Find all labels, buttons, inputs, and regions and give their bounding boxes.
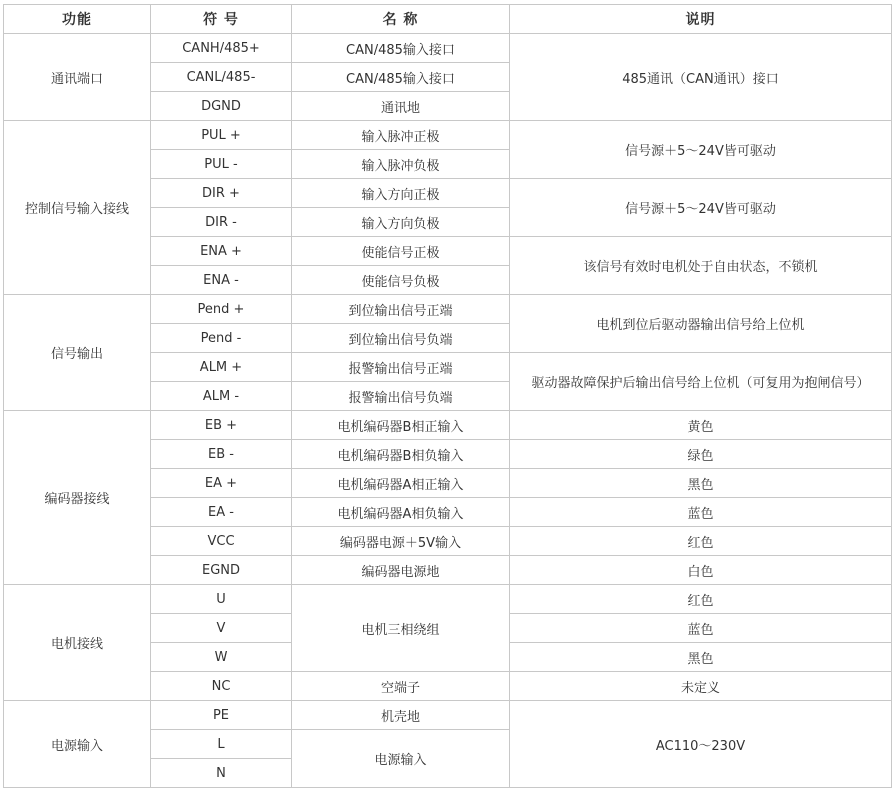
symbol-cell: NC [151,672,292,701]
name-cell: 机壳地 [292,701,510,730]
table-row [4,34,892,63]
symbol-cell: VCC [151,527,292,556]
symbol-cell: Pend + [151,295,292,324]
name-cell: 输入脉冲正极 [292,121,510,150]
name-cell: 电机编码器B相正输入 [292,411,510,440]
wiring-table [3,4,892,788]
name-cell: 编码器电源地 [292,556,510,585]
header-name: 名 称 [292,5,510,34]
header-function: 功能 [4,5,151,34]
function-cell: 通讯端口 [4,34,151,121]
symbol-cell: W [151,643,292,672]
name-cell: 报警输出信号负端 [292,382,510,411]
table-row [4,295,892,324]
name-cell: 电机编码器B相负输入 [292,440,510,469]
description-cell: 485通讯（CAN通讯）接口 [510,34,892,121]
description-cell: 白色 [510,556,892,585]
table-row [4,121,892,150]
table-header-row [4,5,892,34]
name-cell: 电机编码器A相负输入 [292,498,510,527]
symbol-cell: PUL - [151,150,292,179]
description-cell: 电机到位后驱动器输出信号给上位机 [510,295,892,353]
symbol-cell: DGND [151,92,292,121]
description-cell: 黄色 [510,411,892,440]
symbol-cell: CANH/485+ [151,34,292,63]
symbol-cell: DIR - [151,208,292,237]
name-cell: CAN/485输入接口 [292,63,510,92]
name-cell: 输入方向负极 [292,208,510,237]
table-row [4,585,892,614]
header-description: 说明 [510,5,892,34]
name-cell: 电机编码器A相正输入 [292,469,510,498]
description-cell: 黑色 [510,643,892,672]
function-cell: 控制信号输入接线 [4,121,151,295]
name-cell: 使能信号负极 [292,266,510,295]
symbol-cell: PE [151,701,292,730]
symbol-cell: N [151,759,292,788]
function-cell: 信号输出 [4,295,151,411]
description-cell: 绿色 [510,440,892,469]
symbol-cell: EA + [151,469,292,498]
name-cell: 电机三相绕组 [292,585,510,672]
function-cell: 电机接线 [4,585,151,701]
name-cell: 输入脉冲负极 [292,150,510,179]
description-cell: 红色 [510,585,892,614]
name-cell: CAN/485输入接口 [292,34,510,63]
symbol-cell: Pend - [151,324,292,353]
table-body [4,34,892,788]
name-cell: 使能信号正极 [292,237,510,266]
table-row [4,701,892,730]
symbol-cell: DIR + [151,179,292,208]
description-cell: 蓝色 [510,498,892,527]
function-cell: 编码器接线 [4,411,151,585]
description-cell: 蓝色 [510,614,892,643]
name-cell: 编码器电源＋5V输入 [292,527,510,556]
name-cell: 到位输出信号正端 [292,295,510,324]
function-cell: 电源输入 [4,701,151,788]
table-row [4,411,892,440]
symbol-cell: EGND [151,556,292,585]
name-cell: 通讯地 [292,92,510,121]
symbol-cell: ENA + [151,237,292,266]
symbol-cell: ALM + [151,353,292,382]
symbol-cell: ENA - [151,266,292,295]
description-cell: 黑色 [510,469,892,498]
description-cell: 该信号有效时电机处于自由状态，不锁机 [510,237,892,295]
symbol-cell: EA - [151,498,292,527]
description-cell: 信号源＋5～24V皆可驱动 [510,121,892,179]
name-cell: 电源输入 [292,730,510,788]
description-cell: 驱动器故障保护后输出信号给上位机（可复用为抱闸信号） [510,353,892,411]
symbol-cell: CANL/485- [151,63,292,92]
description-cell: 红色 [510,527,892,556]
name-cell: 到位输出信号负端 [292,324,510,353]
description-cell: 信号源＋5～24V皆可驱动 [510,179,892,237]
symbol-cell: EB + [151,411,292,440]
symbol-cell: L [151,730,292,759]
symbol-cell: PUL + [151,121,292,150]
symbol-cell: ALM - [151,382,292,411]
description-cell: 未定义 [510,672,892,701]
name-cell: 空端子 [292,672,510,701]
name-cell: 输入方向正极 [292,179,510,208]
symbol-cell: V [151,614,292,643]
symbol-cell: EB - [151,440,292,469]
symbol-cell: U [151,585,292,614]
name-cell: 报警输出信号正端 [292,353,510,382]
header-symbol: 符 号 [151,5,292,34]
description-cell: AC110～230V [510,701,892,788]
